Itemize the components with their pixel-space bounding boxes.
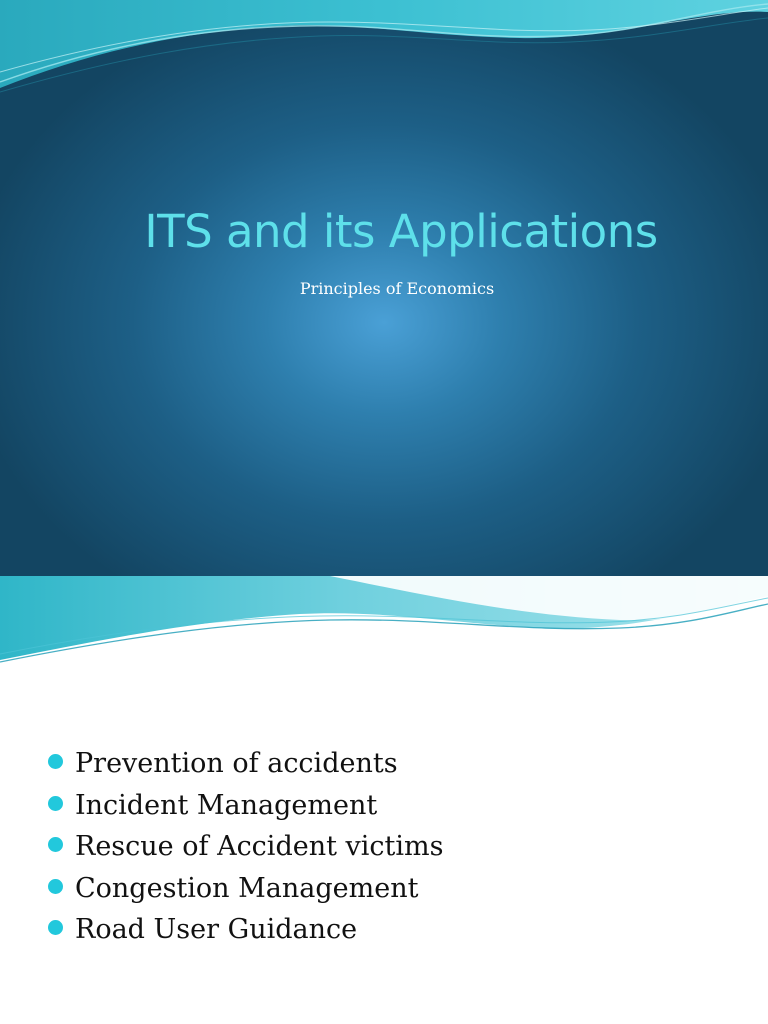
top-wave-decoration bbox=[0, 0, 768, 100]
bullet-item bbox=[48, 909, 443, 951]
header-wave-decoration bbox=[0, 576, 768, 676]
bullet-item bbox=[48, 826, 443, 868]
bullet-text: Prevention of accidents bbox=[75, 748, 398, 779]
bullet-dot-icon bbox=[48, 837, 63, 852]
bullet-item bbox=[48, 868, 443, 910]
bullet-dot-icon bbox=[48, 879, 63, 894]
bullet-text: Incident Management bbox=[75, 789, 378, 821]
slide-subtitle: Principles of Economics bbox=[299, 279, 495, 298]
bullet-text: Road User Guidance bbox=[75, 914, 358, 946]
bullet-text: Rescue of Accident victims bbox=[75, 831, 444, 863]
bullet-item bbox=[48, 743, 443, 785]
bullet-text: Congestion Management bbox=[75, 872, 419, 904]
bullet-slide bbox=[0, 576, 768, 1024]
slide-title: ITS and its Applications bbox=[144, 205, 658, 258]
bullet-list bbox=[48, 743, 443, 951]
bullet-item bbox=[48, 785, 443, 827]
bullet-dot-icon bbox=[48, 920, 63, 935]
bullet-dot-icon bbox=[48, 796, 63, 811]
bullet-dot-icon bbox=[48, 754, 63, 769]
